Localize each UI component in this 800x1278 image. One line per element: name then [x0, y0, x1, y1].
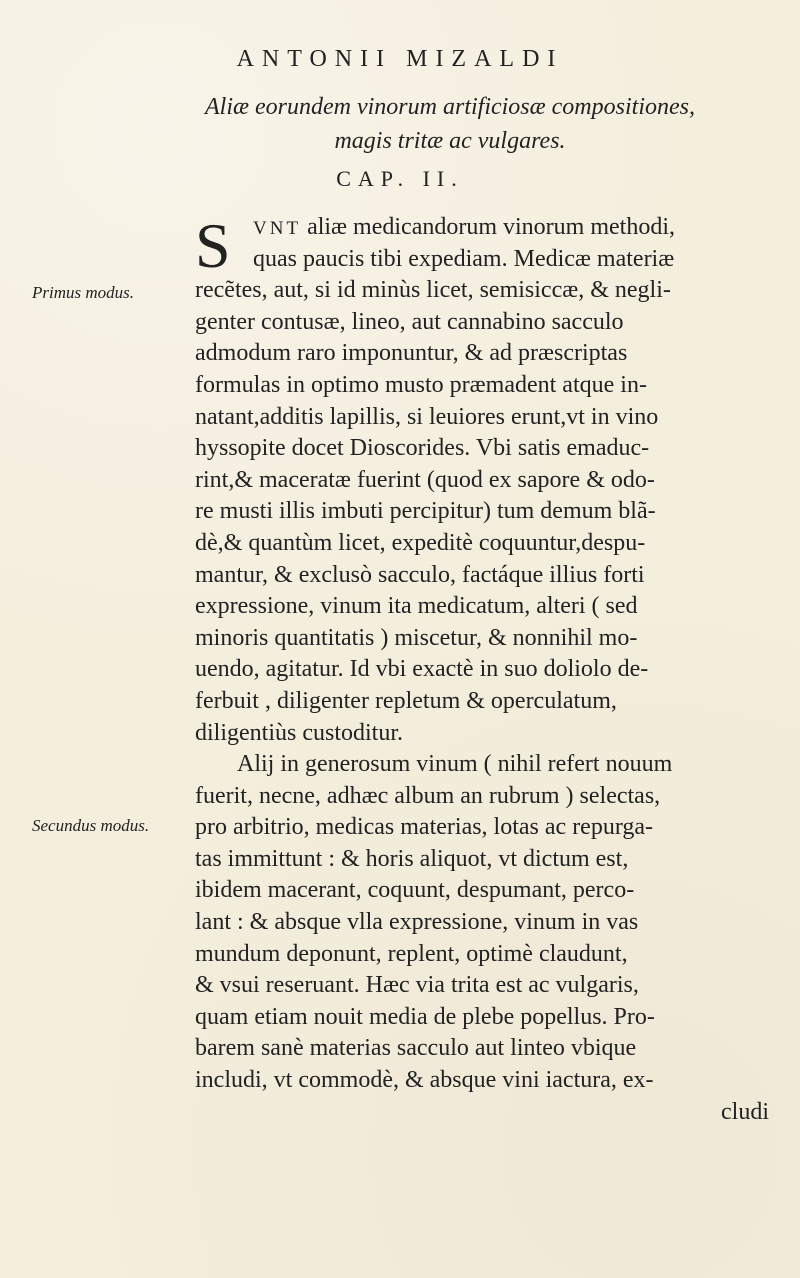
- text-line-23: lant : & absque vlla expressione, vinum in vas: [195, 909, 639, 936]
- chapter-number: CAP. II.: [336, 166, 464, 191]
- text-line-21: tas immittunt : & horis aliquot, vt dictum est,: [195, 845, 629, 872]
- text-line-9: rint,& maceratæ fuerint (quod ex sapore & odo-: [195, 466, 655, 493]
- text-line-28: includi, vt commodè, & absque vini iactura, ex-: [195, 1067, 654, 1094]
- text-line-10: re musti illis imbuti percipitur) tum demum blã-: [195, 498, 656, 525]
- text-line-3: recẽtes, aut, si id minùs licet, semisiccæ, & negli-: [195, 277, 671, 304]
- opening-lines: [195, 210, 769, 281]
- chapter-title: Aliæ eorundem vinorum artificiosæ compositiones, magis tritæ ac vulgares.: [205, 94, 695, 154]
- text-line-26: quam etiam nouit media de plebe popellus. Pro-: [195, 1003, 655, 1030]
- drop-cap-letter: S: [195, 210, 231, 281]
- text-line-6: formulas in optimo musto præmadent atque in-: [195, 371, 647, 398]
- margin-note-second-method: Secundus modus.: [32, 816, 150, 835]
- catchword: cludi: [721, 1098, 769, 1125]
- text-line-1: [253, 212, 769, 244]
- text-line-15: uendo, agitatur. Id vbi exactè in suo doliolo de-: [195, 656, 649, 683]
- text-line-13: expressione, vinum ita medicatum, alteri ( sed: [195, 593, 638, 620]
- text-line-18: Alij in generosum vinum ( nihil refert nouum: [237, 751, 673, 778]
- text-line-20: pro arbitrio, medicas materias, lotas ac repurga-: [195, 814, 654, 841]
- first-line-rest: aliæ medicandorum vinorum methodi,: [307, 214, 675, 240]
- text-line-19: fuerit, necne, adhæc album an rubrum ) selectas,: [195, 782, 661, 809]
- text-line-12: mantur, & exclusò sacculo, factáque illius forti: [195, 561, 645, 588]
- text-line-5: admodum raro imponuntur, & ad præscriptas: [195, 340, 628, 367]
- margin-note-first-method: Primus modus.: [32, 283, 135, 302]
- text-line-8: hyssopite docet Dioscorides. Vbi satis emaduc-: [195, 435, 650, 462]
- text-line-25: & vsui reseruant. Hæc via trita est ac vulgaris,: [195, 972, 639, 999]
- text-line-2: quas paucis tibi expediam. Medicæ materiæ: [253, 245, 675, 272]
- opening-word: VNT: [253, 218, 302, 239]
- main-text: [195, 212, 769, 1128]
- running-head: ANTONII MIZALDI: [236, 46, 564, 72]
- text-line-16: ferbuit , diligenter repletum & operculatum,: [195, 687, 617, 714]
- text-line-27: barem sanè materias sacculo aut linteo vbique: [195, 1035, 637, 1062]
- text-line-14: minoris quantitatis ) miscetur, & nonnihil mo-: [195, 624, 638, 651]
- text-line-24: mundum deponunt, replent, optimè claudunt,: [195, 940, 628, 967]
- text-line-7: natant,additis lapillis, si leuiores erunt,vt in vino: [195, 403, 659, 430]
- text-line-22: ibidem macerant, coquunt, despumant, perco-: [195, 877, 635, 904]
- text-line-11: dè,& quantùm licet, expeditè coquuntur,despu-: [195, 529, 646, 556]
- text-line-17: diligentiùs custoditur.: [195, 719, 403, 746]
- text-line-4: genter contusæ, lineo, aut cannabino sacculo: [195, 308, 624, 335]
